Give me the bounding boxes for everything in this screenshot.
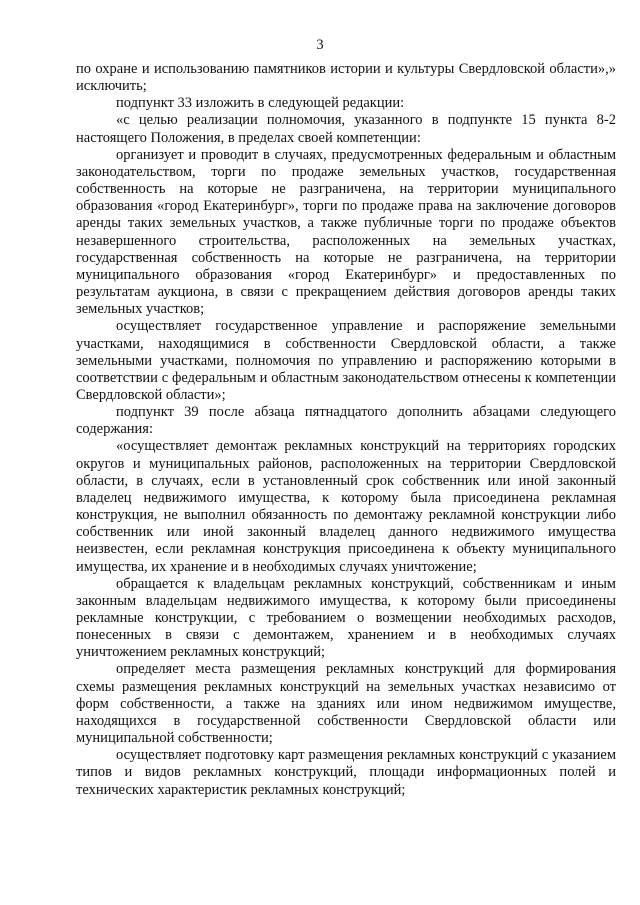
- paragraph: определяет места размещения рекламных конструкций для формирования схемы размещения рекламных конструкций на земельных участках независимо от форм собственности, а также на зданиях или ином недвижимом имуществе, находящихся в государственной собственности Свердловской области или муниципальной собственности;: [76, 661, 616, 747]
- paragraph: обращается к владельцам рекламных конструкций, собственникам и иным законным владельцам недвижимого имущества, к которому были присоединены рекламные конструкции, с требованием о возмещении необходимых расходов, понесенных в связи с демонтажем, хранением и в необходимых случаях уничтожением рекламных конструкций;: [76, 575, 616, 661]
- paragraph: подпункт 33 изложить в следующей редакции:: [116, 95, 405, 112]
- paragraph: «с целью реализации полномочия, указанного в подпункте 15 пункта 8-2 настоящего Положения, в пределах своей компетенции:: [76, 112, 616, 146]
- paragraph: подпункт 39 после абзаца пятнадцатого дополнить абзацами следующего содержания:: [76, 404, 616, 438]
- paragraph: осуществляет подготовку карт размещения рекламных конструкций с указанием типов и видов рекламных конструкций, площади информационных полей и технических характеристик рекламных конструкций;: [76, 747, 616, 798]
- paragraph: по охране и использованию памятников истории и культуры Свердловской области»,» исключить;: [76, 61, 616, 95]
- paragraph: «осуществляет демонтаж рекламных конструкций на территориях городских округов и муниципальных районов, расположенных на территории Свердловской области, в случаях, если в установленный срок собственник или иной законный владелец недвижимого имущества, к которому была присоединена рекламная конструкция, не выполнил обязанность по демонтажу рекламной конструкции либо собственник или иной законный владелец данного недвижимого имущества неизвестен, если рекламная конструкция присоединена к объекту муниципального имущества, их хранение и в необходимых случаях уничтожение;: [76, 438, 616, 575]
- document-body: [76, 61, 616, 799]
- page-number: 3: [316, 37, 324, 53]
- paragraph: организует и проводит в случаях, предусмотренных федеральным и областным законодательством, торги по продаже земельных участков, государственная собственность на которые не разграничена, на территории муниципального образования «город Екатеринбург», торги по продаже права на заключение договоров аренды таких земельных участков, а также публичные торги по продаже объектов незавершенного строительства, расположенных на земельных участках, государственная собственность на которые не разграничена, на территории муниципального образования «город Екатеринбург» и предоставленных по результатам аукциона, в связи с прекращением действия договоров аренды таких земельных участков;: [76, 146, 616, 318]
- paragraph: осуществляет государственное управление и распоряжение земельными участками, находящимися в собственности Свердловской области, а также земельными участками, полномочия по управлению и распоряжению которыми в соответствии с федеральным и областным законодательством отнесены к компетенции Свердловской области»;: [76, 318, 616, 403]
